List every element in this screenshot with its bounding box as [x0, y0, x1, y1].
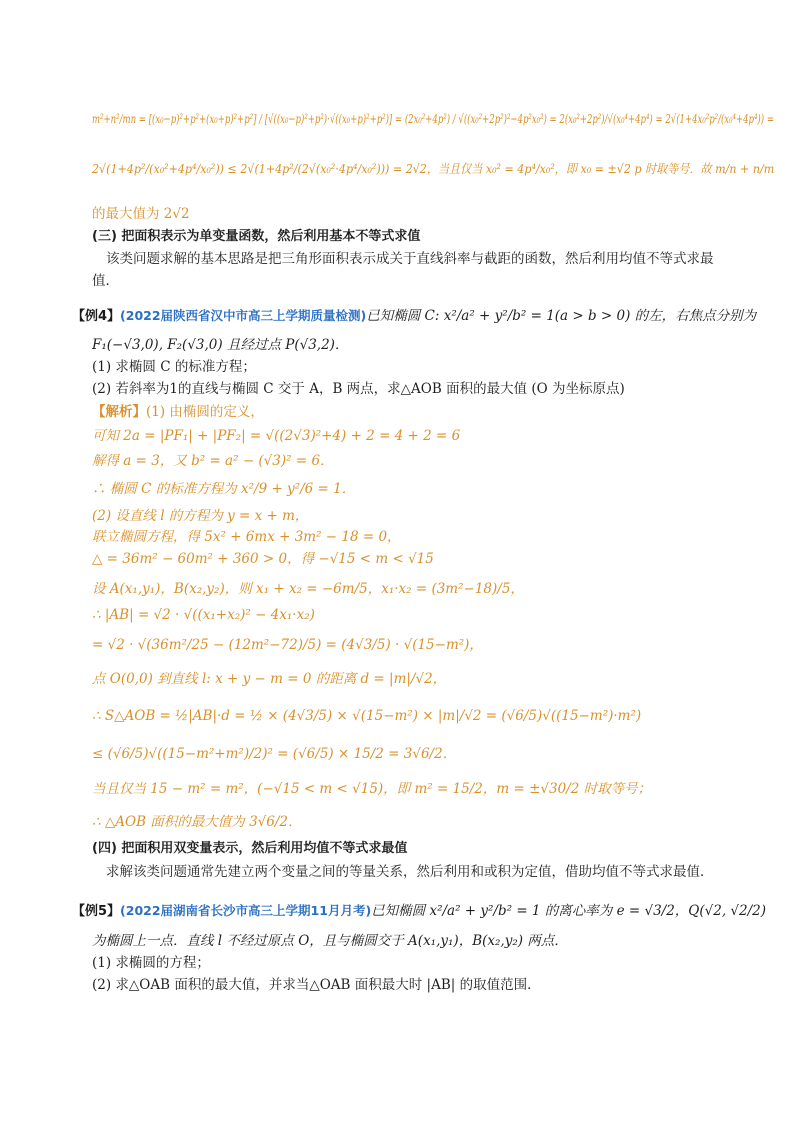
analysis-step-10: = √2 · √(36m²/25 − (12m²−72)/5) = (4√3/5) · √(15−m²)，: [92, 637, 483, 653]
analysis-step-8: 设 A(x₁,y₁)，B(x₂,y₂)，则 x₁ + x₂ = −6m/5，x₁·x₂ = (3m²−18)/5，: [92, 581, 524, 597]
example-4-stem: 已知椭圆 C: x²/a² + y²/b² = 1(a > b > 0) 的左，右焦点分别为: [366, 308, 757, 324]
analysis-step-9: ∴ |AB| = √2 · √((x₁+x₂)² − 4x₁·x₂): [92, 607, 315, 623]
analysis-step-4: ∴ 椭圆 C 的标准方程为 x²/9 + y²/6 = 1．: [92, 481, 356, 497]
top-solution-line-2: 2√(1+4p²/(x₀²+4p⁴/x₀²)) ≤ 2√(1+4p²/(2√(x₀²·4p⁴/x₀²))) = 2√2，当且仅当 x₀² = 4p⁴/x₀²，即 x₀ = ±√2 p 时取等号．故 m/n + n/m: [92, 161, 775, 176]
analysis-label: 【解析】: [92, 404, 146, 420]
analysis-step-2: 可知 2a = |PF₁| + |PF₂| = √((2√3)²+4) + 2 = 4 + 2 = 6: [92, 428, 461, 444]
example-4-question-1: (1) 求椭圆 C 的标准方程；: [92, 359, 256, 375]
top-solution-line-3: 的最大值为 2√2: [92, 206, 190, 222]
section-4-heading: (四) 把面积用双变量表示，然后利用均值不等式求最值: [92, 841, 408, 856]
section-3-desc-line-2: 值．: [92, 273, 119, 289]
analysis-step-11: 点 O(0,0) 到直线 l: x + y − m = 0 的距离 d = |m|/√2，: [92, 671, 447, 687]
example-4-question-2: (2) 若斜率为1的直线与椭圆 C 交于 A，B 两点，求△AOB 面积的最大值 (O 为坐标原点): [92, 381, 625, 397]
analysis-step-6: 联立椭圆方程，得 5x² + 6mx + 3m² − 18 = 0，: [92, 529, 401, 545]
example-5-question-1: (1) 求椭圆的方程；: [92, 955, 210, 971]
example-4-tag: 【例4】: [72, 309, 121, 324]
example-5-stem-line-1: [72, 902, 766, 921]
example-5-question-2: (2) 求△OAB 面积的最大值，并求当△OAB 面积最大时 |AB| 的取值范围．: [92, 977, 541, 993]
analysis-step-1: (1) 由椭圆的定义，: [146, 404, 264, 420]
example-5-stem-line-2: 为椭圆上一点．直线 l 不经过原点 O，且与椭圆交于 A(x₁,y₁)，B(x₂,y₂) 两点．: [92, 933, 568, 949]
analysis-step-13: ≤ (√6/5)√((15−m²+m²)/2)² = (√6/5) × 15/2 = 3√6/2．: [92, 746, 457, 762]
example-5-source: (2022届湖南省长沙市高三上学期11月月考): [120, 903, 372, 918]
example-4-stem-line-1: [72, 307, 756, 326]
analysis-step-7: △ = 36m² − 60m² + 360 > 0，得 −√15 < m < √15: [92, 551, 434, 567]
analysis-step-5: (2) 设直线 l 的方程为 y = x + m，: [92, 508, 309, 524]
example-4-stem-line-2: F₁(−√3,0), F₂(√3,0) 且经过点 P(√3,2)．: [92, 337, 349, 353]
example-5-tag: 【例5】: [72, 904, 121, 919]
top-solution-line-1: m²+n²/mn = [(x₀−p)²+p²+(x₀+p)²+p²] / [√((x₀−p)²+p²)·√((x₀+p)²+p²)] = (2x₀²+4p²) / √((x₀²+2p²)²−4p²x₀²) = 2(x₀²+2p²)/√(x₀⁴+4p⁴) = 2√(1+4x₀²p²/(x₀⁴+4p⁴)) =: [92, 111, 774, 126]
analysis-step-14: 当且仅当 15 − m² = m²，(−√15 < m < √15)，即 m² = 15/2，m = ±√30/2 时取等号；: [92, 781, 652, 797]
analysis-step-3: 解得 a = 3，又 b² = a² − (√3)² = 6．: [92, 453, 334, 469]
example-5-stem: 已知椭圆 x²/a² + y²/b² = 1 的离心率为 e = √3/2，Q(√2, √2/2): [371, 903, 767, 919]
analysis-step-15: ∴ △AOB 面积的最大值为 3√6/2．: [92, 814, 302, 830]
section-3-desc-line-1: 该类问题求解的基本思路是把三角形面积表示成关于直线斜率与截距的函数，然后利用均值不等式求最: [106, 251, 714, 267]
section-3-heading: (三) 把面积表示为单变量函数，然后利用基本不等式求值: [92, 229, 421, 244]
analysis-step-12: ∴ S△AOB = ½|AB|·d = ½ × (4√3/5) × √(15−m²) × |m|/√2 = (√6/5)√((15−m²)·m²): [92, 708, 642, 724]
example-4-analysis-line-1: [92, 403, 264, 421]
example-4-source: (2022届陕西省汉中市高三上学期质量检测): [120, 308, 367, 323]
section-4-desc: 求解该类问题通常先建立两个变量之间的等量关系，然后利用和或积为定值，借助均值不等式求最值．: [106, 864, 714, 880]
